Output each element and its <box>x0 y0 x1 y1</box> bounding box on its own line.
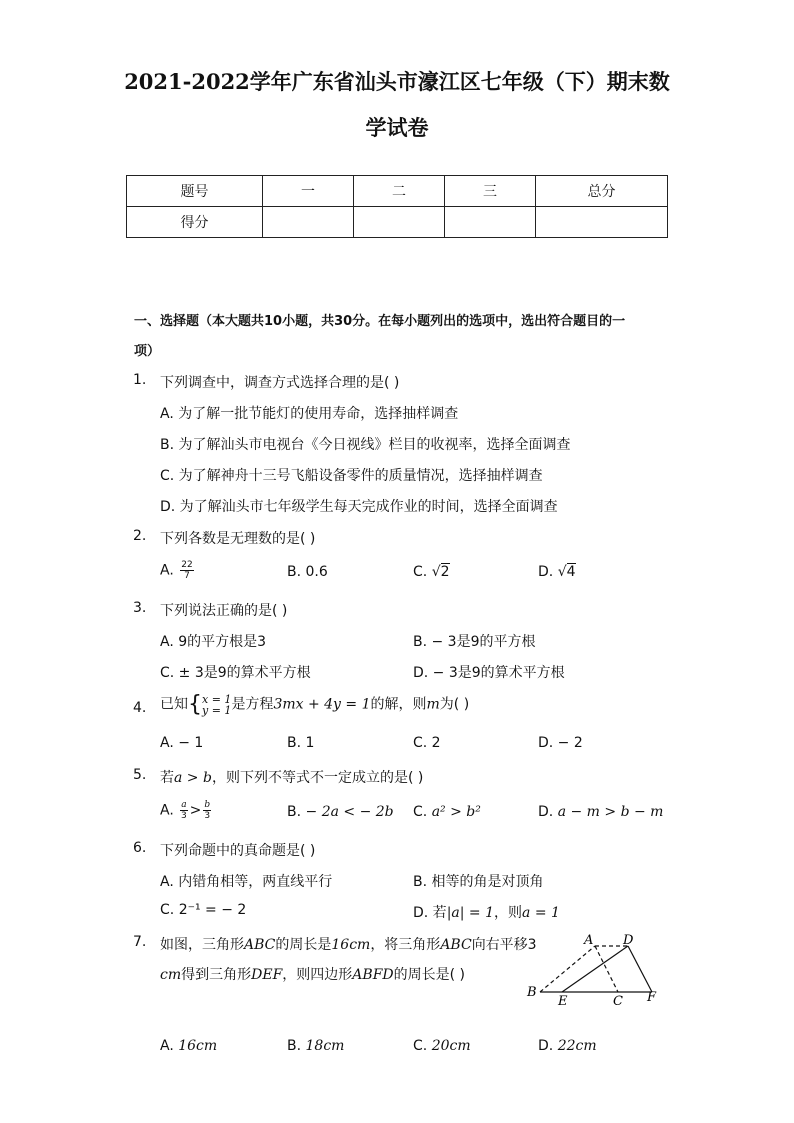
score-cell <box>263 207 354 238</box>
option-a: A. 内错角相等，两直线平行 <box>160 874 333 890</box>
sqrt-icon: √ <box>431 564 441 580</box>
score-table-header-row <box>127 176 668 207</box>
option-a <box>160 1038 217 1054</box>
point-label-b: B <box>527 985 537 1000</box>
section-heading: 一、选择题（本大题共10小题，共30分。在每小题列出的选项中，选出符合题目的一 <box>134 314 626 329</box>
option-b <box>287 804 394 820</box>
option-d: D. − 2 <box>538 735 583 751</box>
option-label: B. <box>287 1038 302 1054</box>
option-d: D. − 3是9的算术平方根 <box>413 665 565 681</box>
radicand: 2 <box>440 564 450 580</box>
score-cell <box>536 207 668 238</box>
option-label: A. <box>160 802 174 819</box>
score-header-cell: 题号 <box>127 176 263 207</box>
translation-figure <box>520 930 670 1010</box>
stem-text: 的周长是( ) <box>393 967 466 983</box>
triangle-name: ABC <box>244 937 276 953</box>
option-a: A. − 1 <box>160 735 204 751</box>
option-a <box>160 800 213 821</box>
question-stem: 下列各数是无理数的是( ) <box>160 531 316 547</box>
option-label: C. <box>413 564 428 580</box>
left-brace-icon: { <box>188 692 202 717</box>
stem-text: 如图，三角形 <box>160 937 244 953</box>
fraction-denominator: 3 <box>181 811 187 821</box>
option-expr: a − m > b − m <box>557 804 664 820</box>
option-text: ，则 <box>494 905 523 921</box>
stem-text: 得到三角形 <box>181 967 252 983</box>
option-expr: 20cm <box>431 1038 471 1054</box>
fraction <box>180 560 193 581</box>
option-expr: 22cm <box>557 1038 597 1054</box>
question-stem <box>160 767 423 787</box>
paper-title-line1: 2021-2022学年广东省汕头市濠江区七年级（下）期末数 <box>124 69 670 94</box>
triangle-name: ABC <box>440 937 472 953</box>
option-c <box>160 902 246 918</box>
score-header-cell: 总分 <box>536 176 668 207</box>
stem-text: 为( ) <box>439 696 470 713</box>
point-label-a: A <box>584 933 594 948</box>
fraction-numerator: a <box>181 800 187 810</box>
stem-text: 若 <box>160 770 174 786</box>
point-label-c: C <box>613 994 623 1009</box>
option-b: B. 为了解汕头市电视台《今日视线》栏目的收视率，选择全面调查 <box>160 437 571 453</box>
option-expr: a² > b² <box>431 804 481 820</box>
option-label: C. <box>413 1038 428 1054</box>
question-number: 1. <box>133 372 147 388</box>
option-c <box>413 804 481 820</box>
option-d <box>538 804 663 820</box>
option-label: D. <box>538 1038 554 1054</box>
option-label: C. <box>413 804 428 820</box>
unit: cm <box>160 967 182 983</box>
stem-text: ，则下列不等式不一定成立的是( ) <box>211 770 424 786</box>
segment-df <box>628 946 652 992</box>
system-eq1: x = 1 <box>202 692 232 706</box>
system-eq2: y = 1 <box>202 703 232 717</box>
stem-text: 的解，则 <box>370 696 427 713</box>
fraction-numerator: 22 <box>181 560 193 570</box>
option-a: A. 为了解一批节能灯的使用寿命，选择抽样调查 <box>160 406 459 422</box>
option-c: C. 2 <box>413 735 441 751</box>
option-label: D. 若 <box>413 905 447 921</box>
fraction-denominator: 3 <box>204 811 211 821</box>
question-number: 2. <box>133 528 147 544</box>
question-number: 5. <box>133 767 147 783</box>
option-d: D. 为了解汕头市七年级学生每天完成作业的时间，选择全面调查 <box>160 499 558 515</box>
question-stem: 下列命题中的真命题是( ) <box>160 843 316 859</box>
stem-text: 已知 <box>160 696 188 713</box>
score-header-cell: 一 <box>263 176 354 207</box>
score-header-cell: 二 <box>354 176 445 207</box>
fraction-numerator: b <box>204 800 211 810</box>
option-b: B. 1 <box>287 735 315 751</box>
score-cell <box>445 207 536 238</box>
segment-ab-dashed <box>540 946 595 992</box>
score-header-cell: 三 <box>445 176 536 207</box>
quadrilateral-name: ABFD <box>352 967 394 983</box>
option-label: C. <box>160 902 175 918</box>
stem-text: 的周长是 <box>275 937 332 953</box>
greater-than: > <box>189 802 202 819</box>
question-stem-line1 <box>160 934 537 954</box>
option-d <box>413 902 560 922</box>
sqrt-icon: √ <box>557 564 567 580</box>
option-expr: − 2a < − 2b <box>305 804 394 820</box>
question-number: 6. <box>133 840 147 856</box>
score-cell <box>354 207 445 238</box>
option-b: B. − 3是9的平方根 <box>413 634 536 650</box>
option-a <box>160 560 196 581</box>
variable: m <box>426 696 440 713</box>
score-row-label: 得分 <box>127 207 263 238</box>
option-label: A. <box>160 562 174 579</box>
option-b: B. 0.6 <box>287 564 328 580</box>
radicand: 4 <box>566 564 576 580</box>
point-label-d: D <box>623 933 634 948</box>
question-stem: 下列调查中，调查方式选择合理的是( ) <box>160 375 400 391</box>
option-c <box>413 564 450 580</box>
length: 16cm <box>331 937 371 953</box>
option-d <box>538 564 576 580</box>
question-number: 3. <box>133 600 147 616</box>
stem-text: 向右平移3 <box>471 937 537 953</box>
segment-de <box>562 946 628 992</box>
stem-text: 是方程 <box>231 696 274 713</box>
fraction-denominator: 7 <box>184 571 190 581</box>
stem-text: ，将三角形 <box>370 937 441 953</box>
option-c: C. 为了解神舟十三号飞船设备零件的质量情况，选择抽样调查 <box>160 468 543 484</box>
equation-system <box>202 694 231 716</box>
option-expr: |a| = 1 <box>446 905 495 921</box>
score-table-score-row <box>127 207 668 238</box>
score-table <box>126 175 668 238</box>
triangle-name: DEF <box>251 967 283 983</box>
condition: a > b <box>174 770 212 786</box>
question-stem-line2 <box>160 964 465 984</box>
segment-ac-dashed <box>595 946 618 992</box>
option-c <box>413 1038 471 1054</box>
paper-title-line2: 学试卷 <box>365 115 429 140</box>
option-c: C. ± 3是9的算术平方根 <box>160 665 311 681</box>
option-d <box>538 1038 597 1054</box>
option-a: A. 9的平方根是3 <box>160 634 267 650</box>
stem-text: ，则四边形 <box>282 967 353 983</box>
option-expr: 18cm <box>305 1038 345 1054</box>
option-label: B. <box>287 804 302 820</box>
option-label: D. <box>538 804 554 820</box>
section-heading-cont: 项） <box>134 344 161 359</box>
fraction <box>203 800 211 821</box>
option-expr: 2⁻¹ = − 2 <box>178 902 247 918</box>
option-b <box>287 1038 344 1054</box>
question-number: 7. <box>133 934 147 950</box>
point-label-f: F <box>647 990 657 1005</box>
question-stem <box>160 692 469 717</box>
option-label: A. <box>160 1038 174 1054</box>
equation: 3mx + 4y = 1 <box>273 696 371 713</box>
question-stem: 下列说法正确的是( ) <box>160 603 288 619</box>
option-expr: a = 1 <box>522 905 560 921</box>
fraction <box>180 800 187 821</box>
point-label-e: E <box>558 994 568 1009</box>
option-expr: 16cm <box>178 1038 218 1054</box>
option-b: B. 相等的角是对顶角 <box>413 874 544 890</box>
option-label: D. <box>538 564 554 580</box>
question-number: 4. <box>133 700 147 716</box>
